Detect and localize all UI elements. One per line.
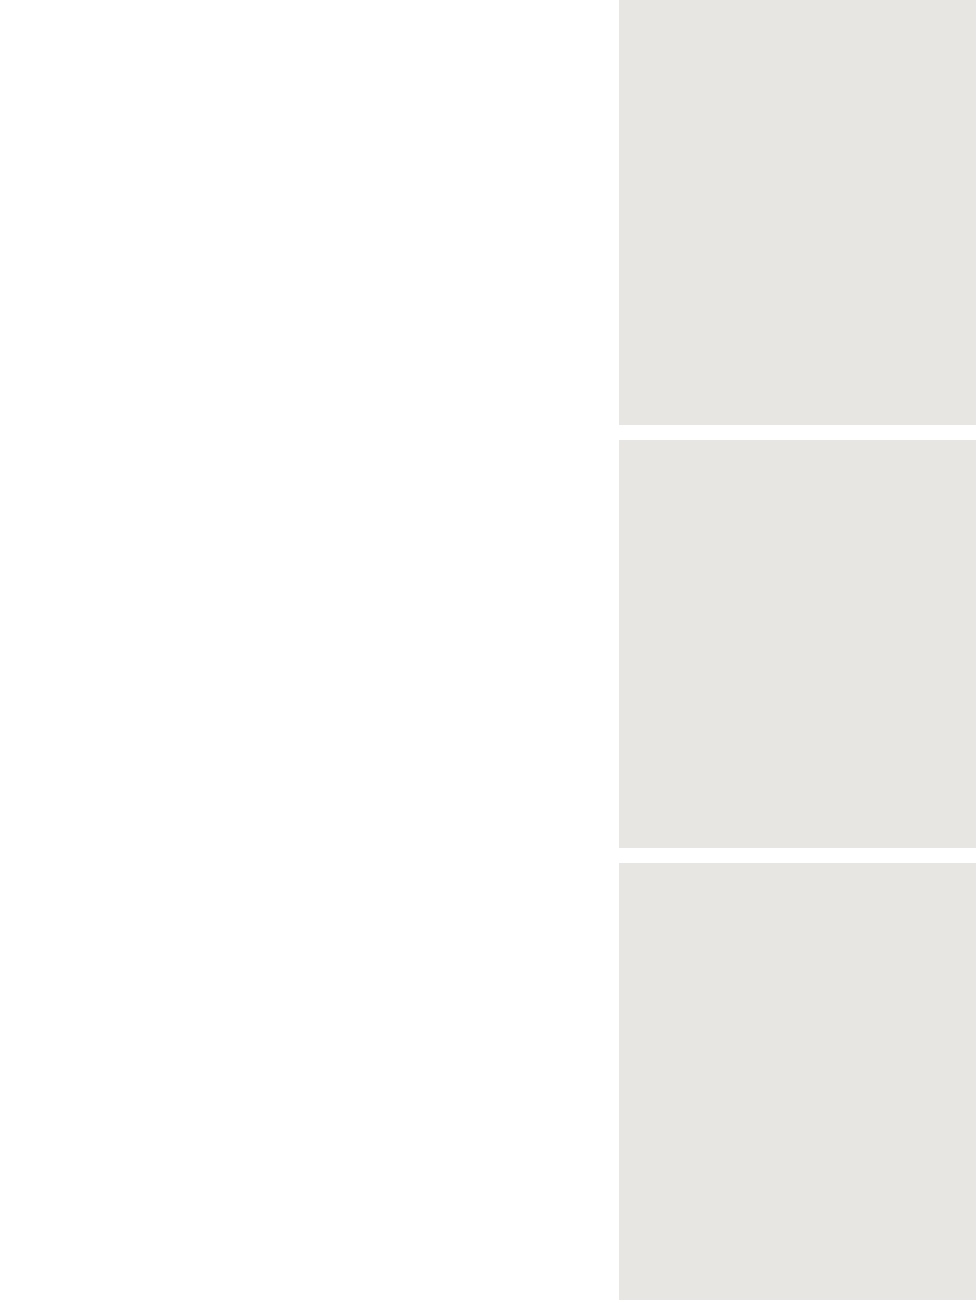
table-of-contents	[60, 732, 320, 745]
photo-orange-quilt	[619, 863, 976, 1300]
photo-batik-quilt	[286, 728, 582, 1138]
photo-table-runner	[619, 440, 976, 848]
intro-body	[72, 170, 617, 186]
toc-title	[90, 623, 610, 683]
photo-chair-quilt	[619, 0, 976, 425]
